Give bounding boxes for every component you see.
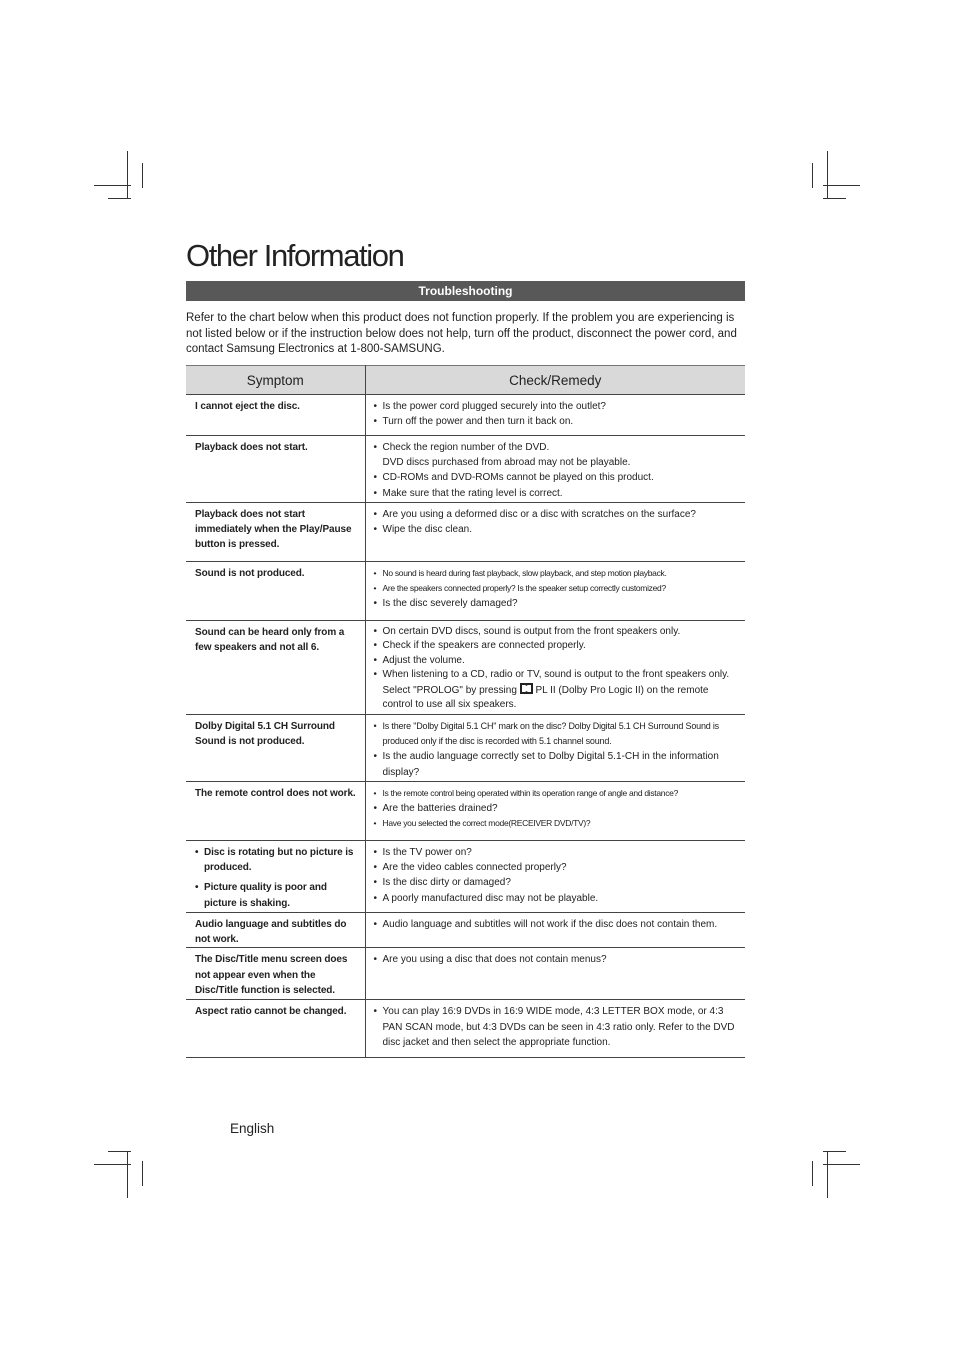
remedy-item: • Is the power cord plugged securely into the outlet?	[374, 399, 742, 414]
remedy-item: • Is the disc severely damaged?	[374, 596, 742, 611]
table-row	[186, 621, 745, 715]
symptom-item: • Disc is rotating but no picture is produced.	[195, 845, 361, 875]
remedy-item: • Turn off the power and then turn it back on.	[374, 414, 742, 429]
column-header-symptom: Symptom	[186, 366, 365, 395]
remedy-item: • Check the region number of the DVD.	[374, 440, 742, 455]
table-row	[186, 1000, 745, 1058]
remedy-item	[374, 668, 742, 712]
remedy-cell	[365, 715, 745, 782]
symptom-cell: Playback does not start.	[186, 436, 365, 503]
remedy-cell	[365, 562, 745, 621]
remedy-item: • Audio language and subtitles will not work if the disc does not contain them.	[374, 917, 742, 932]
remedy-item: • Is the disc dirty or damaged?	[374, 875, 742, 890]
remedy-cell	[365, 621, 745, 715]
remedy-item: • Are you using a deformed disc or a disc with scratches on the surface?	[374, 507, 742, 522]
remedy-item: • On certain DVD discs, sound is output from the front speakers only.	[374, 625, 742, 639]
symptom-cell: I cannot eject the disc.	[186, 395, 365, 436]
remedy-cell	[365, 1000, 745, 1058]
column-header-remedy: Check/Remedy	[365, 366, 745, 395]
remedy-item: • Have you selected the correct mode(RECEIVER DVD/TV)?	[374, 816, 742, 831]
remedy-item: • Is the TV power on?	[374, 845, 742, 860]
symptom-cell: Sound can be heard only from a few speakers and not all 6.	[186, 621, 365, 715]
symptom-cell	[186, 841, 365, 913]
remedy-text: When listening to a CD, radio or TV, sound is output to the front speakers only. Select "PROLOG" by pressing	[382, 669, 730, 696]
table-row	[186, 948, 745, 1000]
symptom-item: • Picture quality is poor and picture is shaking.	[195, 880, 361, 910]
symptom-cell: Sound is not produced.	[186, 562, 365, 621]
table-row	[186, 782, 745, 841]
remedy-item: • Are you using a disc that does not contain menus?	[374, 952, 742, 967]
remedy-item: • Is the remote control being operated within its operation range of angle and distance?	[374, 786, 742, 801]
symptom-cell: Playback does not start immediately when the Play/Pause button is pressed.	[186, 503, 365, 562]
remedy-text: PL II (Dolby Pro Logic II) on the remote control to use all six speakers.	[382, 684, 709, 711]
symptom-cell: The remote control does not work.	[186, 782, 365, 841]
remedy-item: • Is there "Dolby Digital 5.1 CH" mark on the disc? Dolby Digital 5.1 CH Surround Sound is produced only if the disc is recorded with 5.1 channel sound.	[374, 719, 742, 749]
page-footer-language: English	[230, 1121, 275, 1136]
troubleshooting-table	[186, 365, 745, 1058]
table-row	[186, 436, 745, 503]
remedy-item: • A poorly manufactured disc may not be playable.	[374, 891, 742, 906]
remedy-cell	[365, 841, 745, 913]
table-row	[186, 395, 745, 436]
table-row	[186, 503, 745, 562]
symptom-cell: Dolby Digital 5.1 CH Surround Sound is not produced.	[186, 715, 365, 782]
remedy-item: • Are the batteries drained?	[374, 801, 742, 816]
remedy-item: • CD-ROMs and DVD-ROMs cannot be played on this product.	[374, 470, 742, 485]
remedy-item-continuation: DVD discs purchased from abroad may not be playable.	[382, 457, 631, 469]
remedy-item: • You can play 16:9 DVDs in 16:9 WIDE mode, 4:3 LETTER BOX mode, or 4:3 PAN SCAN mode, but 4:3 DVDs can be seen in 4:3 ratio only. Refer to the DVD disc jacket and then select the appropriate function.	[374, 1004, 742, 1050]
table-row	[186, 913, 745, 948]
remedy-cell	[365, 503, 745, 562]
remedy-item: • Are the speakers connected properly? Is the speaker setup correctly customized?	[374, 581, 742, 596]
remedy-cell	[365, 436, 745, 503]
remedy-item: • Wipe the disc clean.	[374, 522, 742, 537]
remedy-item: • Check if the speakers are connected properly.	[374, 639, 742, 653]
table-row	[186, 562, 745, 621]
remedy-cell	[365, 913, 745, 948]
remedy-item: • No sound is heard during fast playback, slow playback, and step motion playback.	[374, 566, 742, 581]
table-header-row	[186, 366, 745, 395]
page-title: Other Information	[186, 238, 404, 273]
remedy-cell	[365, 948, 745, 1000]
remedy-cell	[365, 782, 745, 841]
symptom-cell: Audio language and subtitles do not work.	[186, 913, 365, 948]
remedy-item: • Are the video cables connected properly?	[374, 860, 742, 875]
symptom-cell: Aspect ratio cannot be changed.	[186, 1000, 365, 1058]
remedy-cell	[365, 395, 745, 436]
remedy-item: • Make sure that the rating level is correct.	[374, 486, 742, 501]
section-header: Troubleshooting	[186, 281, 745, 301]
intro-text: Refer to the chart below when this product does not function properly. If the problem you are experiencing is not listed below or if the instruction below does not help, turn off the product, disconnect the power cord, and contact Samsung Electronics at 1-800-SAMSUNG.	[186, 312, 737, 355]
remedy-item: • Is the audio language correctly set to Dolby Digital 5.1-CH in the information display?	[374, 749, 742, 779]
table-row	[186, 715, 745, 782]
symptom-cell: The Disc/Title menu screen does not appear even when the Disc/Title function is selected.	[186, 948, 365, 1000]
remedy-item: • Adjust the volume.	[374, 654, 742, 668]
table-row	[186, 841, 745, 913]
dolby-logo-icon	[520, 683, 533, 694]
